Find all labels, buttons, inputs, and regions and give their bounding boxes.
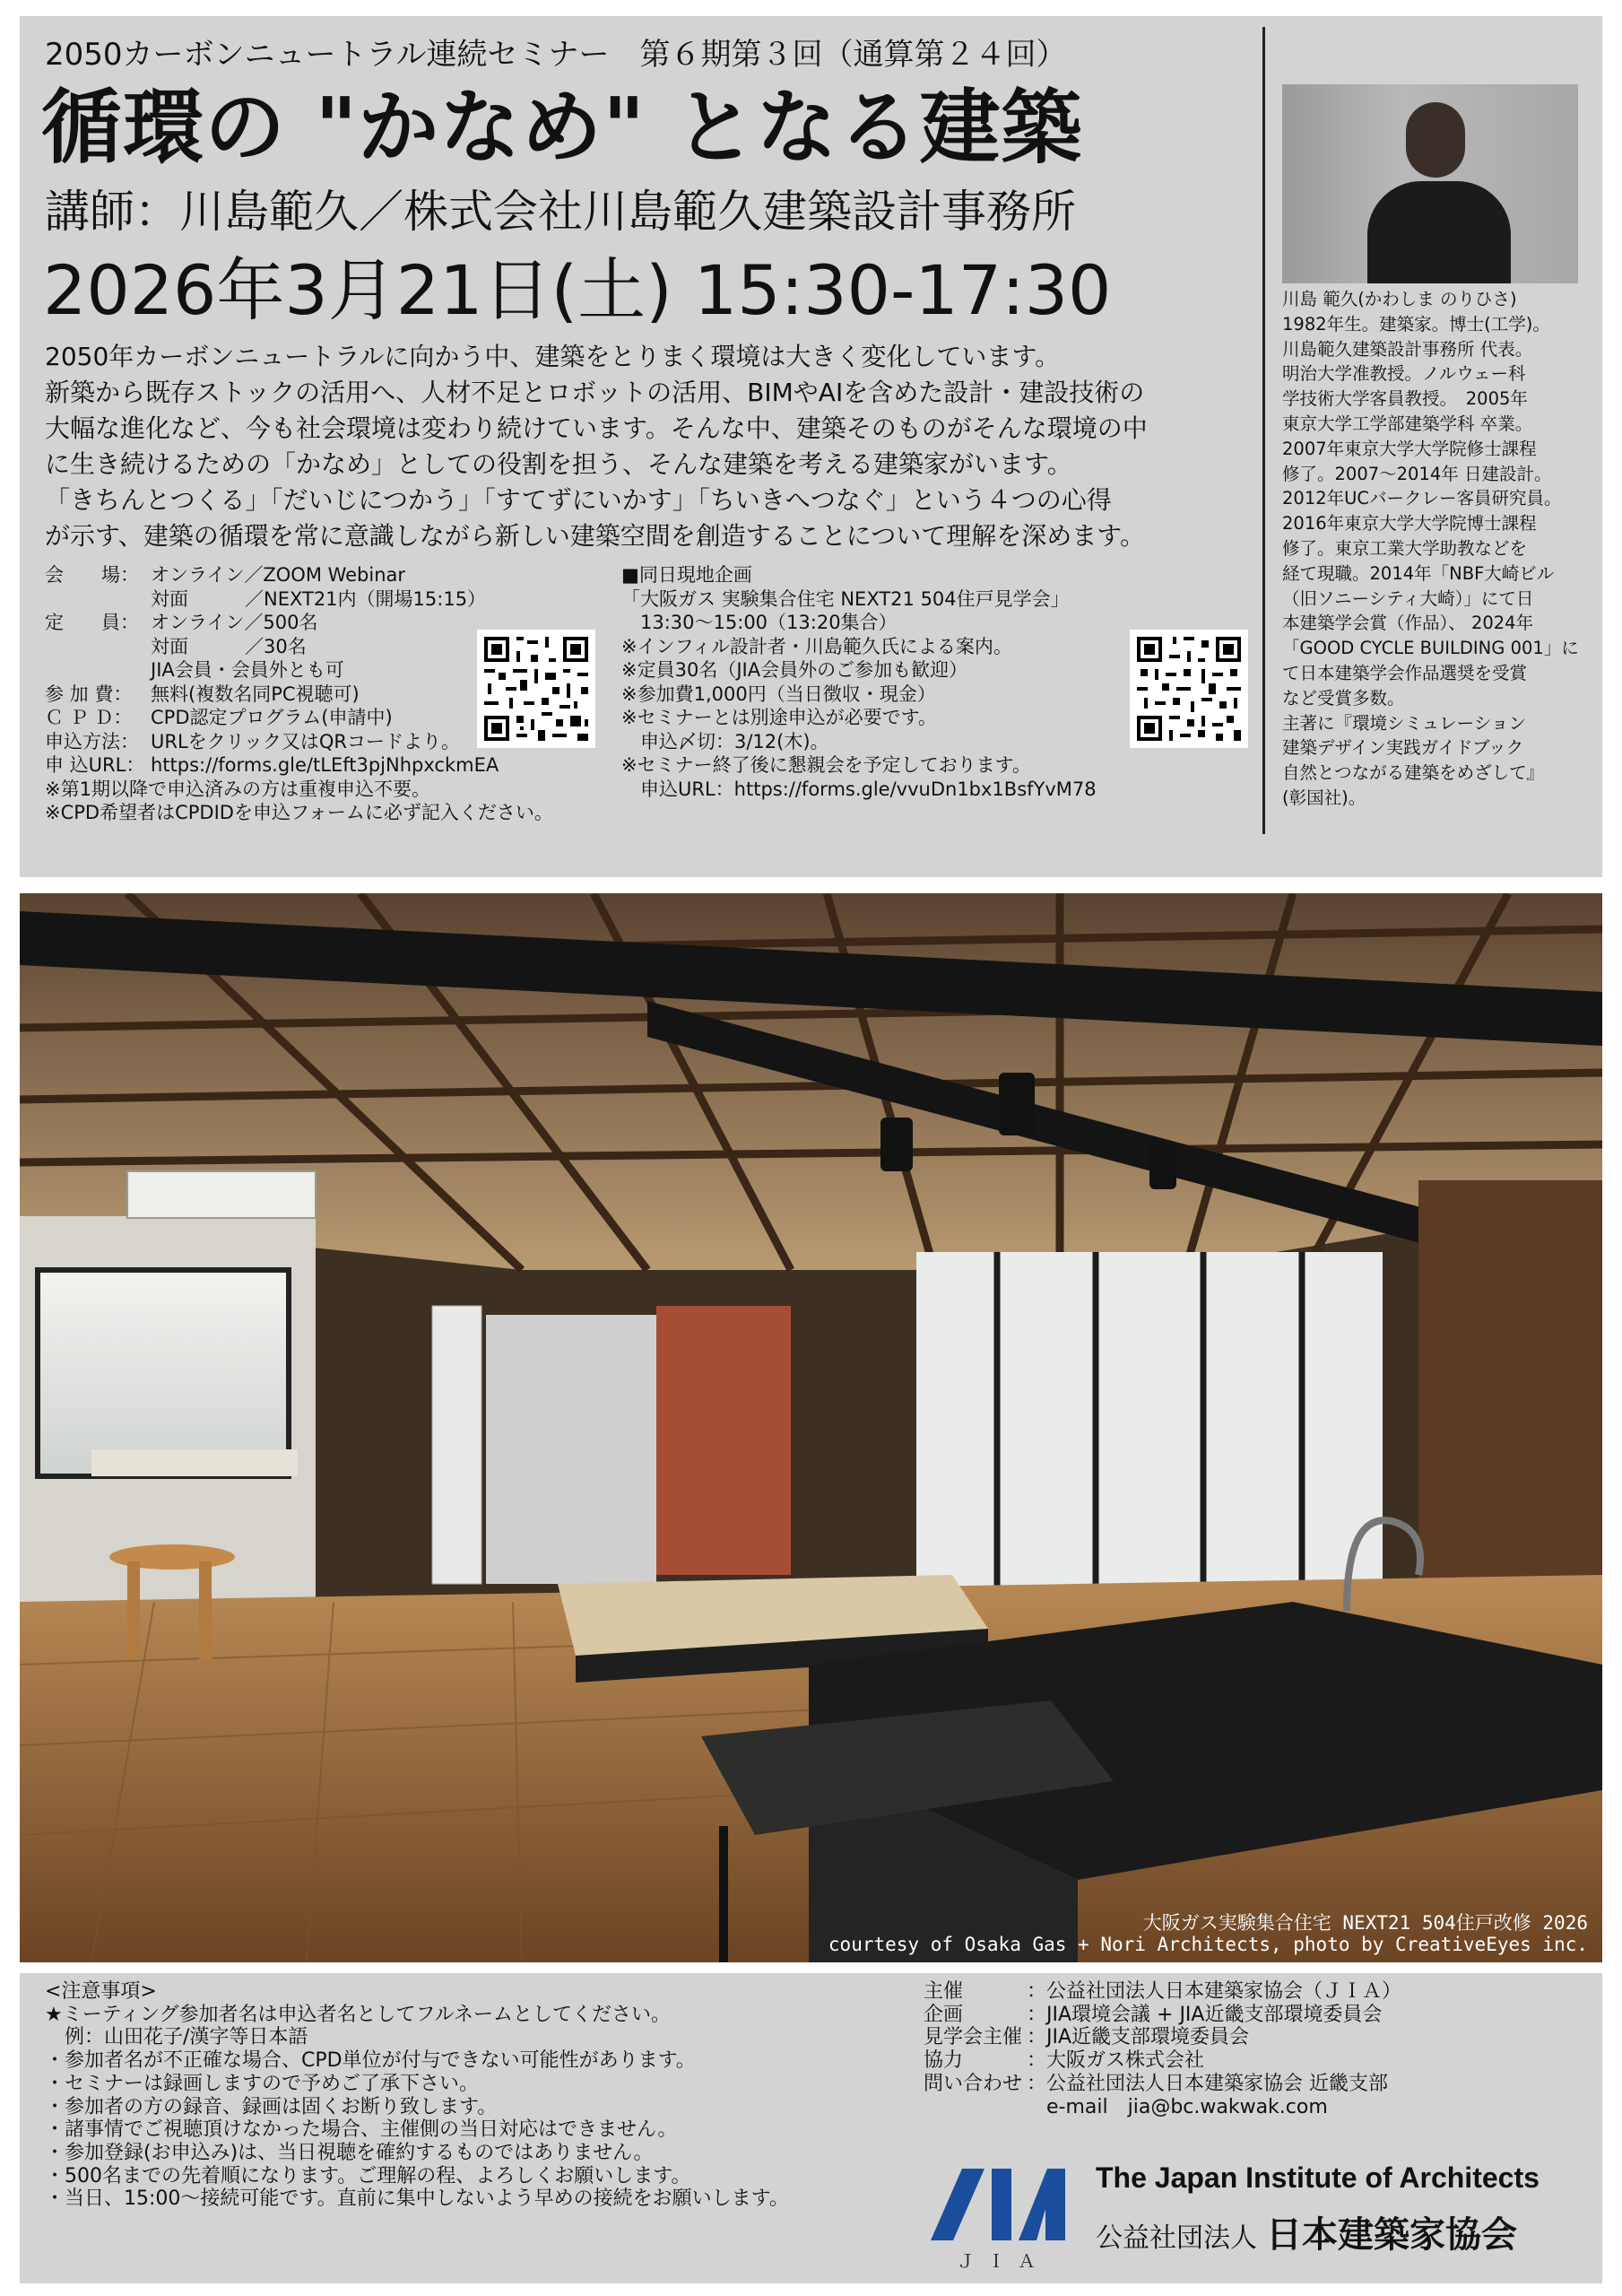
site-visit-line: ※参加費1,000円（当日徴収・現金）	[621, 683, 936, 705]
organizer-row: 協力 ：大阪ガス株式会社	[924, 2049, 1205, 2073]
series-label: 2050カーボンニュートラル連続セミナー 第６期第３回（通算第２４回）	[45, 37, 1067, 73]
bio-line: (彰国社)。	[1282, 787, 1366, 808]
description-line: 大幅な進化など、今も社会環境は変わり続けています。そんな中、建築そのものがそんな環境の中	[45, 413, 1148, 443]
bio-line: 建築デザイン実践ガイドブック	[1282, 737, 1524, 759]
info-row: 対面 ／30名	[151, 635, 307, 657]
bio-line: 自然とつながる建築をめざして』	[1282, 762, 1545, 784]
bio-line: 川島範久建築設計事務所 代表。	[1282, 338, 1533, 360]
bio-line: 東京大学工学部建築学科 卒業。	[1282, 413, 1533, 434]
note-line: 例：山田花子/漢字等日本語	[45, 2026, 308, 2049]
site-visit-line: ※セミナー終了後に懇親会を予定しております。	[621, 754, 1031, 776]
note-line: ・参加者の方の録音、録画は固くお断り致します。	[45, 2095, 498, 2118]
info-note: ※第1期以降で申込済みの方は重複申込不要。	[45, 778, 430, 800]
site-visit-line: 13:30〜15:00（13:20集合）	[621, 612, 898, 633]
site-visit-info	[621, 563, 1097, 801]
interior-photo-illustration	[20, 893, 1602, 1962]
site-visit-line: ※定員30名（JIA会員外のご参加も歓迎）	[621, 659, 968, 681]
bio-line: 2016年東京大学大学院博士課程	[1282, 513, 1537, 535]
organizer-row: 企画 ：JIA環境会議 + JIA近畿支部環境委員会	[924, 2003, 1383, 2026]
note-line: ・500名までの先着順になります。ご理解の程、よろしくお願いします。	[45, 2164, 691, 2187]
jia-logo	[922, 2160, 1083, 2274]
photo-caption-title: 大阪ガス実験集合住宅 NEXT21 504住戸改修 2026	[1142, 1912, 1588, 1934]
photo-caption-credit: courtesy of Osaka Gas + Nori Architects, photo by CreativeEyes inc.	[828, 1934, 1588, 1955]
jia-name-prefix: 公益社団法人	[1096, 2222, 1257, 2254]
info-row: JIA会員・会員外とも可	[151, 659, 344, 681]
site-visit-line: ※インフィル設計者・川島範久氏による案内。	[621, 635, 1012, 657]
note-line: ★ミーティング参加者名は申込者名としてフルネームとしてください。	[45, 2003, 671, 2026]
column-divider	[1262, 27, 1265, 834]
site-visit-url[interactable]: 申込URL：https://forms.gle/vvuDn1bx1BsfYvM78	[621, 778, 1097, 800]
seminar-qr-code[interactable]	[477, 630, 595, 748]
bio-line: 「GOOD CYCLE BUILDING 001」に	[1282, 638, 1579, 659]
bio-line: 明治大学准教授。ノルウェー科	[1282, 363, 1526, 385]
jia-logo-letters: ＪＩＡ	[957, 2250, 1048, 2272]
info-row: 参 加 費： 無料(複数名同PC視聴可)	[45, 683, 360, 705]
bio-line: 修了。2007〜2014年 日建設計。	[1282, 463, 1552, 484]
site-visit-line: ※セミナーとは別途申込が必要です。	[621, 707, 937, 728]
description-line: 「きちんとつくる」「だいじにつかう」「すてずにいかす」「ちいきへつなぐ」という４つの心得	[45, 485, 1112, 515]
registration-url-row: 申 込URL： https://forms.gle/tLEft3pjNhpxckmEA	[45, 754, 499, 776]
bio-line: て日本建築学会作品選奨を受賞	[1282, 662, 1528, 683]
organizer-row: 主催 ：公益社団法人日本建築家協会（ＪＩＡ）	[924, 1980, 1402, 2003]
bio-line: 学技術大学客員教授。 2005年	[1282, 388, 1528, 410]
jia-logo-mark-icon	[922, 2160, 1083, 2274]
site-visit-qr-code[interactable]	[1130, 630, 1248, 748]
notes-heading: <注意事項>	[45, 1980, 157, 2003]
bio-line: 2012年UCバークレー客員研究員。	[1282, 488, 1562, 509]
interior-photo	[20, 893, 1602, 1962]
portrait-head	[1406, 102, 1465, 178]
contact-email[interactable]: e-mail jia@bc.wakwak.com	[1027, 2095, 1328, 2118]
lecturer-line: 講師：川島範久／株式会社川島範久建築設計事務所	[45, 186, 1076, 238]
bio-line: 修了。東京工業大学助教などを	[1282, 537, 1528, 559]
qr-icon	[1130, 630, 1248, 748]
organizer-row: 見学会主催 ：JIA近畿支部環境委員会	[924, 2026, 1250, 2049]
qr-icon	[477, 630, 595, 748]
note-line: ・セミナーは録画しますので予めご了承下さい。	[45, 2072, 480, 2095]
lecturer-bio	[1282, 287, 1583, 811]
jia-name-en: The Japan Institute of Architects	[1096, 2161, 1540, 2194]
info-note: ※CPD希望者はCPDIDを申込フォームに必ず記入ください。	[45, 802, 553, 823]
bio-line: 2007年東京大学大学院修士課程	[1282, 438, 1537, 459]
info-row: Ｃ Ｐ Ｄ： CPD認定プログラム(申請中)	[45, 707, 393, 728]
bio-line: （旧ソニーシティ大崎）」にて日	[1282, 587, 1534, 609]
info-row: 申込方法： URLをクリック又はQRコードより。	[45, 730, 460, 752]
portrait-body	[1367, 181, 1511, 283]
registration-url-link[interactable]: https://forms.gle/tLEft3pjNhpxckmEA	[151, 754, 499, 776]
organizer-info	[924, 1980, 1401, 2118]
description-line: 2050年カーボンニュートラルに向かう中、建築をとりまく環境は大きく変化しています。	[45, 342, 1061, 371]
seminar-title: 循環の "かなめ" となる建築	[41, 81, 1083, 175]
seminar-datetime: 2026年3月21日(土) 15:30-17:30	[43, 250, 1112, 330]
bio-line: 主著に『環境シミュレーション	[1282, 712, 1526, 734]
bio-line: 経て現職。2014年「NBF大崎ビル	[1282, 562, 1555, 584]
note-line: ・諸事情でご視聴頂けなかった場合、主催側の当日対応はできません。	[45, 2118, 678, 2142]
info-row: 会 場： オンライン／ZOOM Webinar	[45, 564, 406, 586]
site-visit-line: ■同日現地企画	[621, 564, 752, 586]
note-line: ・当日、15:00〜接続可能です。直前に集中しないよう早めの接続をお願いします。	[45, 2187, 789, 2211]
jia-name-ja-main: 日本建築家協会	[1266, 2214, 1517, 2256]
note-line: ・参加者名が不正確な場合、CPD単位が付与できない可能性があります。	[45, 2049, 696, 2073]
description-line: が示す、建築の循環を常に意識しながら新しい建築空間を創造することについて理解を深めます。	[45, 521, 1145, 551]
bio-line: 川島 範久(かわしま のりひさ)	[1282, 289, 1517, 309]
jia-name-ja	[1096, 2206, 1517, 2257]
notes	[45, 1980, 789, 2211]
info-row: 対面 ／NEXT21内（開場15:15）	[151, 587, 487, 610]
description-line: 新築から既存ストックの活用へ、人材不足とロボットの活用、BIMやAIを含めた設計・建設技術の	[45, 378, 1145, 407]
bio-line: など受賞多数。	[1282, 687, 1405, 709]
info-row: 定 員： オンライン／500名	[45, 612, 318, 633]
contact-email-row	[924, 2096, 1401, 2119]
site-visit-line: 申込〆切：3/12(木)。	[621, 730, 829, 752]
note-line: ・参加登録(お申込み)は、当日視聴を確約するものではありません。	[45, 2141, 654, 2164]
description-line: に生き続けるための「かなめ」としての役割を担う、そんな建築を考える建築家がいます。	[45, 449, 1072, 479]
organizer-row: 問い合わせ ：公益社団法人日本建築家協会 近畿支部	[924, 2072, 1388, 2095]
bio-line: 本建築学会賞（作品）、 2024年	[1282, 613, 1534, 634]
site-visit-line: 「大阪ガス 実験集合住宅 NEXT21 504住戸見学会」	[621, 587, 1070, 610]
lecturer-portrait	[1282, 84, 1578, 283]
seminar-description	[45, 339, 1251, 554]
bio-line: 1982年生。建築家。博士(工学)。	[1282, 313, 1550, 335]
